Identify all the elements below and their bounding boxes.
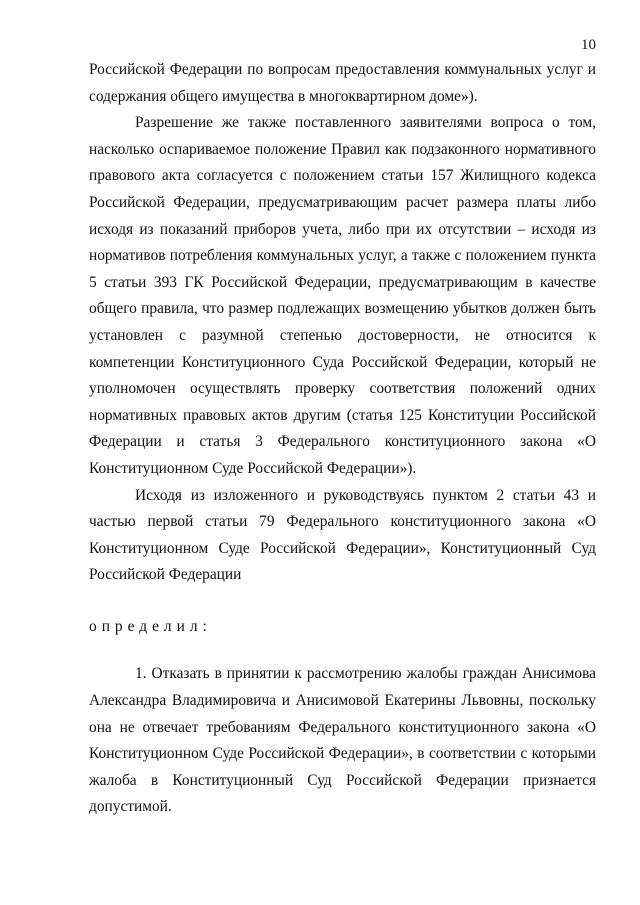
decision-item-1: 1. Отказать в принятии к рассмотрению жалобы граждан Анисимова Александра Владимировича и Анисимовой Екатерины Львовны, поскольку она не отвечает требованиям Федерального конституционного закона «О Конституционном Суде Российской Федерации», в соответствии с которыми жалоба в Конституционный Суд Российской Федерации признается допустимой.	[89, 665, 596, 816]
paragraph-grounds: Исходя из изложенного и руководствуясь пунктом 2 статьи 43 и частью первой статьи 79 Федерального конституционного закона «О Конституционном Суде Российской Федерации», Конституционный Суд Российской Федерации	[89, 486, 596, 584]
paragraph-competence: Разрешение же также поставленного заявителями вопроса о том, насколько оспариваемое положение Правил как подзаконного нормативного правового акта согласуется с положением статьи 157 Жилищного кодекса Российской Федерации, предусматривающим расчет размера платы либо исходя из показаний приборов учета, либо при их отсутствии – исходя из нормативов потребления коммунальных услуг, а также с положением пункта 5 статьи 393 ГК Российской Федерации, предусматривающим в качестве общего правила, что размер подлежащих возмещению убытков должен быть установлен с разумной степенью достоверности, не относится к компетенции Конституционного Суда Российской Федерации, который не уполномочен осуществлять проверку соответствия положений одних нормативных правовых актов другим (статья 125 Конституции Российской Федерации и статья 3 Федерального конституционного закона «О Конституционном Суде Российской Федерации»).	[89, 114, 596, 477]
paragraph-continuation: Российской Федерации по вопросам предоставления коммунальных услуг и содержания общего имущества в многоквартирном доме»).	[89, 61, 596, 105]
decision-heading: определил:	[89, 617, 212, 635]
document-body	[89, 57, 596, 821]
page-number: 10	[581, 37, 596, 53]
